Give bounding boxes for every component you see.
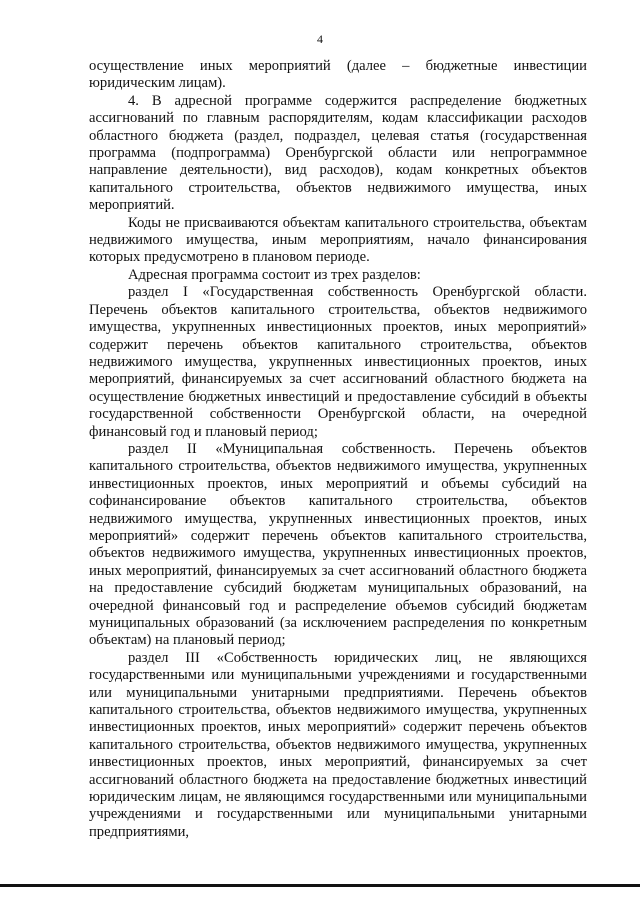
bottom-rule — [0, 884, 640, 887]
paragraph-continuation: осуществление иных мероприятий (далее – бюджетные инвестиции юридическим лицам). — [89, 58, 587, 92]
paragraph-item-4: 4. В адресной программе содержится распределение бюджетных ассигнований по главным распорядителям, кодам классификации расходов областного бюджета (раздел, подраздел, целевая статья (государственная программа (подпрограмма) Оренбургской области или непрограммное направление деятельности), вид расходов), кодам конкретных объектов капитального строительства, объектов недвижимого имущества, иных мероприятий. — [89, 92, 587, 214]
paragraph-section-1: раздел I «Государственная собственность Оренбургской области. Перечень объектов капитального строительства, объектов недвижимого имущества, укрупненных инвестиционных проектов, иных мероприятий» содержит перечень объектов капитального строительства, объектов недвижимого имущества, укрупненных инвестиционных проектов, иных мероприятий, финансируемых за счет ассигнований областного бюджета на осуществление бюджетных инвестиций и предоставление субсидий в объекты государственной собственности Оренбургской области, на очередной финансовый год и плановый период; — [89, 284, 587, 440]
page-number: 4 — [317, 32, 323, 46]
document-body — [89, 58, 587, 841]
paragraph-codes: Коды не присваиваются объектам капитального строительства, объектам недвижимого имущества, иным мероприятиям, начало финансирования которых предусмотрено в плановом периоде. — [89, 214, 587, 266]
paragraph-section-2: раздел II «Муниципальная собственность. Перечень объектов капитального строительства, объектов недвижимого имущества, укрупненных инвестиционных проектов, иных мероприятий и объемы субсидий на софинансирование объектов капитального строительства, объектов недвижимого имущества, укрупненных инвестиционных проектов, иных мероприятий» содержит перечень объектов капитального строительства, объектов недвижимого имущества, укрупненных инвестиционных проектов, иных мероприятий, финансируемых за счет ассигнований областного бюджета на предоставление субсидий бюджетам муниципальных образований, на очередной финансовый год и распределение объемов субсидий бюджетам муниципальных образований (за исключением распределения по конкретным объектам) на плановый период; — [89, 440, 587, 649]
paragraph-section-3: раздел III «Собственность юридических лиц, не являющихся государственными или муниципальными учреждениями и государственными или муниципальными унитарными предприятиями. Перечень объектов капитального строительства, объектов недвижимого имущества, укрупненных инвестиционных проектов, иных мероприятий» содержит перечень объектов капитального строительства, объектов недвижимого имущества, укрупненных инвестиционных проектов, иных мероприятий, финансируемых за счет ассигнований областного бюджета на предоставление бюджетных инвестиций юридическим лицам, не являющимся государственными или муниципальными учреждениями и государственными или муниципальными унитарными предприятиями, — [89, 649, 587, 840]
paragraph-sections-intro: Адресная программа состоит из трех разделов: — [128, 266, 421, 283]
